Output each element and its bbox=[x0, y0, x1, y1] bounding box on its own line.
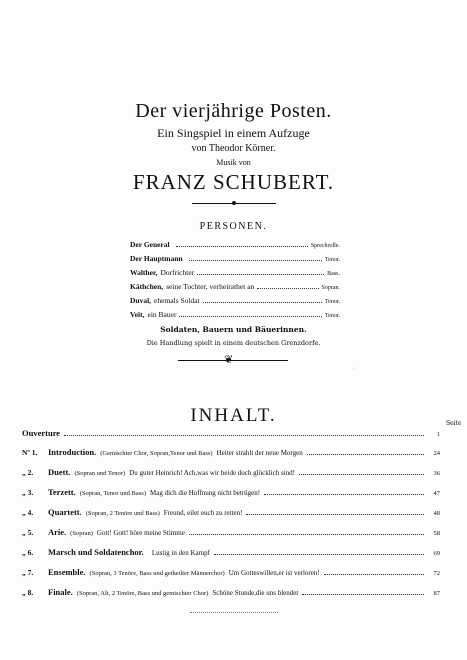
dot-leader bbox=[302, 594, 424, 595]
toc-number: „ 5. bbox=[22, 528, 34, 537]
toc-incipit: Um Gotteswillen,er ist verloren! bbox=[228, 569, 320, 577]
toc-voices: (Sopran, Alt, 2 Tenöre, Bass und gemischter Chor) bbox=[76, 590, 209, 597]
dot-leader bbox=[179, 316, 321, 317]
role-row bbox=[130, 310, 340, 322]
role-voice: Bass. bbox=[327, 271, 340, 277]
composer-name: FRANZ SCHUBERT. bbox=[132, 170, 335, 194]
personen-heading: PERSONEN. bbox=[199, 221, 268, 232]
dot-leader bbox=[257, 288, 318, 289]
role-name: Der Hauptmann bbox=[130, 254, 183, 263]
toc-number: Nº 1. bbox=[22, 448, 38, 457]
role-row bbox=[130, 254, 340, 266]
role-voice: Sprechrolle. bbox=[310, 243, 340, 249]
page-column-label: Seite bbox=[446, 420, 462, 427]
toc-page: 47 bbox=[433, 490, 440, 497]
toc-voices: (Sopran) bbox=[70, 530, 93, 537]
dot-leader bbox=[299, 474, 424, 475]
role-description: seine Tochter, verheirathet an bbox=[166, 282, 255, 291]
role-row bbox=[130, 240, 340, 252]
inhalt-heading: INHALT. bbox=[190, 405, 277, 426]
toc-title: Arie. bbox=[48, 527, 67, 537]
role-name: Walther, bbox=[130, 268, 158, 277]
toc-incipit: Lustig in den Kampf bbox=[151, 549, 210, 557]
toc-voices: (Sopran, 2 Tenöre und Bass) bbox=[85, 510, 160, 517]
toc-number: „ 6. bbox=[22, 548, 34, 557]
toc-incipit: Schöne Stunde,die uns blendet bbox=[212, 589, 299, 597]
toc-entry bbox=[22, 428, 440, 441]
dot-leader bbox=[264, 494, 424, 495]
paper-mark: ◦ bbox=[352, 366, 356, 373]
dot-leader bbox=[246, 514, 424, 515]
toc-entry bbox=[22, 527, 440, 540]
toc-number: „ 3. bbox=[22, 488, 34, 497]
dot-leader bbox=[176, 246, 308, 247]
dot-leader bbox=[189, 534, 424, 535]
toc-title: Ouverture bbox=[22, 428, 61, 438]
toc-page: 1 bbox=[436, 431, 440, 438]
role-row bbox=[130, 296, 340, 308]
toc-title: Finale. bbox=[48, 587, 73, 597]
toc-voices: (Sopran, Tenor und Bass) bbox=[79, 490, 147, 497]
toc-incipit: Heiter strahlt der neue Morgen bbox=[216, 449, 303, 457]
toc-entry bbox=[22, 587, 440, 600]
toc-title: Ensemble. bbox=[48, 567, 86, 577]
toc-title: Introduction. bbox=[48, 447, 97, 457]
toc-number: „ 2. bbox=[22, 468, 34, 477]
toc-entry bbox=[22, 467, 440, 480]
end-divider bbox=[190, 612, 278, 613]
scene-line: Die Handlung spielt in einem deutschen Grenzdorfe. bbox=[146, 339, 321, 347]
toc-voices: (Gemischter Chor, Sopran,Tenor und Bass) bbox=[100, 450, 213, 457]
toc-page: 87 bbox=[433, 590, 440, 597]
dot-leader bbox=[307, 454, 424, 455]
dot-leader bbox=[203, 302, 322, 303]
toc-title: Marsch und Soldatenchor. bbox=[48, 547, 144, 557]
page-title: Der vierjährige Posten. bbox=[135, 100, 332, 122]
role-name: Veit, bbox=[130, 310, 145, 319]
role-voice: Sopran. bbox=[321, 285, 340, 291]
toc-number: „ 7. bbox=[22, 568, 34, 577]
toc-title: Duett. bbox=[48, 467, 71, 477]
toc-voices: (Sopran und Tenor) bbox=[74, 470, 126, 477]
dot-leader bbox=[197, 274, 324, 275]
toc-entry bbox=[22, 447, 440, 460]
role-row bbox=[130, 268, 340, 280]
dot-leader bbox=[64, 435, 424, 436]
role-description: Dorfrichter bbox=[160, 268, 195, 277]
role-name: Käthchen, bbox=[130, 282, 164, 291]
toc-incipit: Mag dich die Hoffnung nicht betrügen! bbox=[150, 489, 261, 497]
role-description: ein Bauer bbox=[147, 310, 177, 319]
role-name: Duval, bbox=[130, 296, 152, 305]
role-voice: Tenor. bbox=[324, 299, 340, 305]
author-line: von Theodor Körner. bbox=[191, 143, 276, 154]
role-voice: Tenor. bbox=[324, 313, 340, 319]
divider-ornament bbox=[232, 201, 236, 205]
dot-leader bbox=[214, 554, 424, 555]
toc-incipit: Du guter Heinrich! Ach,was wir beide doch glücklich sind! bbox=[129, 469, 295, 477]
role-voice: Tenor. bbox=[324, 257, 340, 263]
toc-voices: (Sopran, 3 Tenöre, Bass und getheilter Männerchor) bbox=[89, 570, 225, 577]
toc-page: 58 bbox=[433, 530, 440, 537]
toc-number: „ 4. bbox=[22, 508, 34, 517]
toc-number: „ 8. bbox=[22, 588, 34, 597]
toc-incipit: Freund, eilet euch zu retten! bbox=[163, 509, 243, 517]
toc-incipit: Gott! Gott! höre meine Stimme bbox=[96, 529, 185, 537]
role-description: ehemals Soldat bbox=[154, 296, 200, 305]
role-row bbox=[130, 282, 340, 294]
toc-page: 48 bbox=[433, 510, 440, 517]
toc-title: Quartett. bbox=[48, 507, 82, 517]
dot-leader bbox=[324, 574, 424, 575]
flourish-ornament: ❦ bbox=[224, 353, 234, 366]
music-by-label: Musik von bbox=[216, 158, 251, 167]
toc-page: 69 bbox=[433, 550, 440, 557]
toc-entry bbox=[22, 547, 440, 560]
toc-entry bbox=[22, 487, 440, 500]
role-name: Der General bbox=[130, 240, 170, 249]
toc-page: 72 bbox=[433, 570, 440, 577]
subtitle: Ein Singspiel in einem Aufzuge bbox=[157, 126, 310, 140]
toc-entry bbox=[22, 567, 440, 580]
toc-title: Terzett. bbox=[48, 487, 76, 497]
toc-page: 24 bbox=[433, 450, 440, 457]
extras-line: Soldaten, Bauern und Bäuerinnen. bbox=[160, 325, 307, 334]
toc-entry bbox=[22, 507, 440, 520]
toc-page: 36 bbox=[433, 470, 440, 477]
dot-leader bbox=[189, 260, 322, 261]
